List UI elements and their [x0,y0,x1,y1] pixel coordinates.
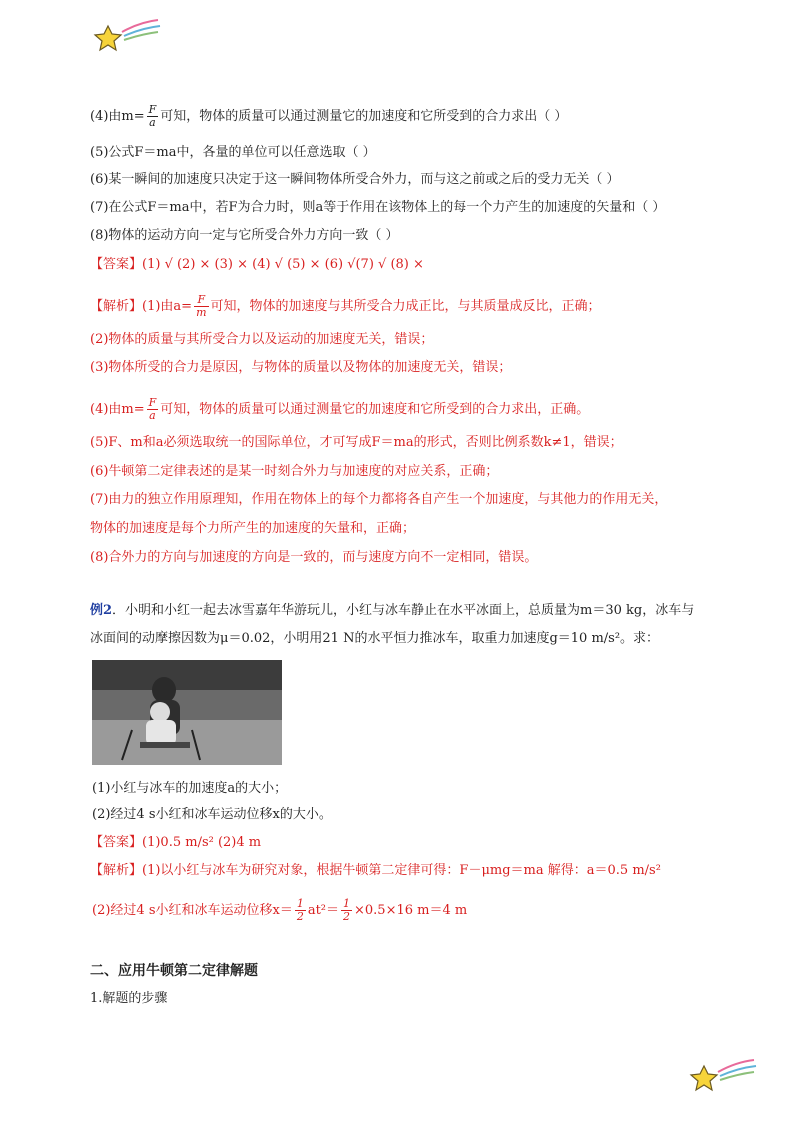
analysis-7a: (7)由力的独立作用原理知，作用在物体上的每个力都将各自产生一个加速度，与其他力的作用无关， [90,492,668,507]
star-decoration-bottom-icon [688,1058,758,1098]
analysis-5: (5)F、m和a必须选取统一的国际单位，才可写成F＝ma的形式，否则比例系数k≠1，错误； [90,435,623,450]
answer-1: 【答案】(1) √ (2) × (3) × (4) √ (5) × (6) √(7) √ (8) × [90,257,424,272]
answer-2: 【答案】(1)0.5 m/s² (2)4 m [90,835,262,850]
question-5: (5)公式F＝ma中，各量的单位可以任意选取（ ） [90,145,376,160]
star-decoration-icon [92,18,162,58]
sled-photo [92,660,282,765]
analysis-2-line-1: 【解析】(1)以小红与冰车为研究对象，根据牛顿第二定律可得：F－μmg＝ma 解得：a＝0.5 m/s² [90,863,661,878]
example-2-question-2: (2)经过4 s小红和冰车运动位移x的大小。 [92,807,332,822]
analysis-6: (6)牛顿第二定律表述的是某一时刻合外力与加速度的对应关系，正确； [90,464,499,479]
question-4: (4)由m= $\frac{F}{a}$ 可知，物体的质量可以通过测量它的加速度和它所受到的合力求出（ ） [90,103,568,129]
step-1-heading: 1.解题的步骤 [90,991,168,1006]
question-6: (6)某一瞬间的加速度只决定于这一瞬间物体所受合外力，而与这之前或之后的受力无关（ ） [90,172,620,187]
analysis-8: (8)合外力的方向与加速度的方向是一致的，而与速度方向不一定相同，错误。 [90,550,538,565]
section-2-heading: 二、应用牛顿第二定律解题 [90,963,258,979]
question-7: (7)在公式F＝ma中，若F为合力时，则a等于作用在该物体上的每一个力产生的加速度的矢量和（ ） [90,200,666,215]
example-2-question-1: (1)小红与冰车的加速度a的大小； [92,781,288,796]
analysis-2: (2)物体的质量与其所受合力以及运动的加速度无关，错误； [90,332,434,347]
analysis-2-line-2: (2)经过4 s小红和冰车运动位移x＝ $\frac{1}{2}$ at²＝ $\frac{1}{2}$ ×0.5×16 m＝4 m [92,897,468,923]
example-2-line-1: 例2．小明和小红一起去冰雪嘉年华游玩儿，小红与冰车静止在水平冰面上，总质量为m＝30 kg，冰车与 [90,603,695,618]
analysis-3: (3)物体所受的合力是原因，与物体的质量以及物体的加速度无关，错误； [90,360,512,375]
analysis-4: (4)由m= $\frac{F}{a}$ 可知，物体的质量可以通过测量它的加速度和它所受到的合力求出，正确。 [90,396,590,422]
analysis-7b: 物体的加速度是每个力所产生的加速度的矢量和，正确； [90,521,416,536]
analysis-1: 【解析】(1)由a= $\frac{F}{m}$ 可知，物体的加速度与其所受合力成正比，与其质量成反比，正确； [90,293,601,319]
question-8: (8)物体的运动方向一定与它所受合外力方向一致（ ） [90,228,399,243]
example-2-line-2: 冰面间的动摩擦因数为μ＝0.02，小明用21 N的水平恒力推冰车，取重力加速度g＝10 m/s²。求： [90,631,660,646]
